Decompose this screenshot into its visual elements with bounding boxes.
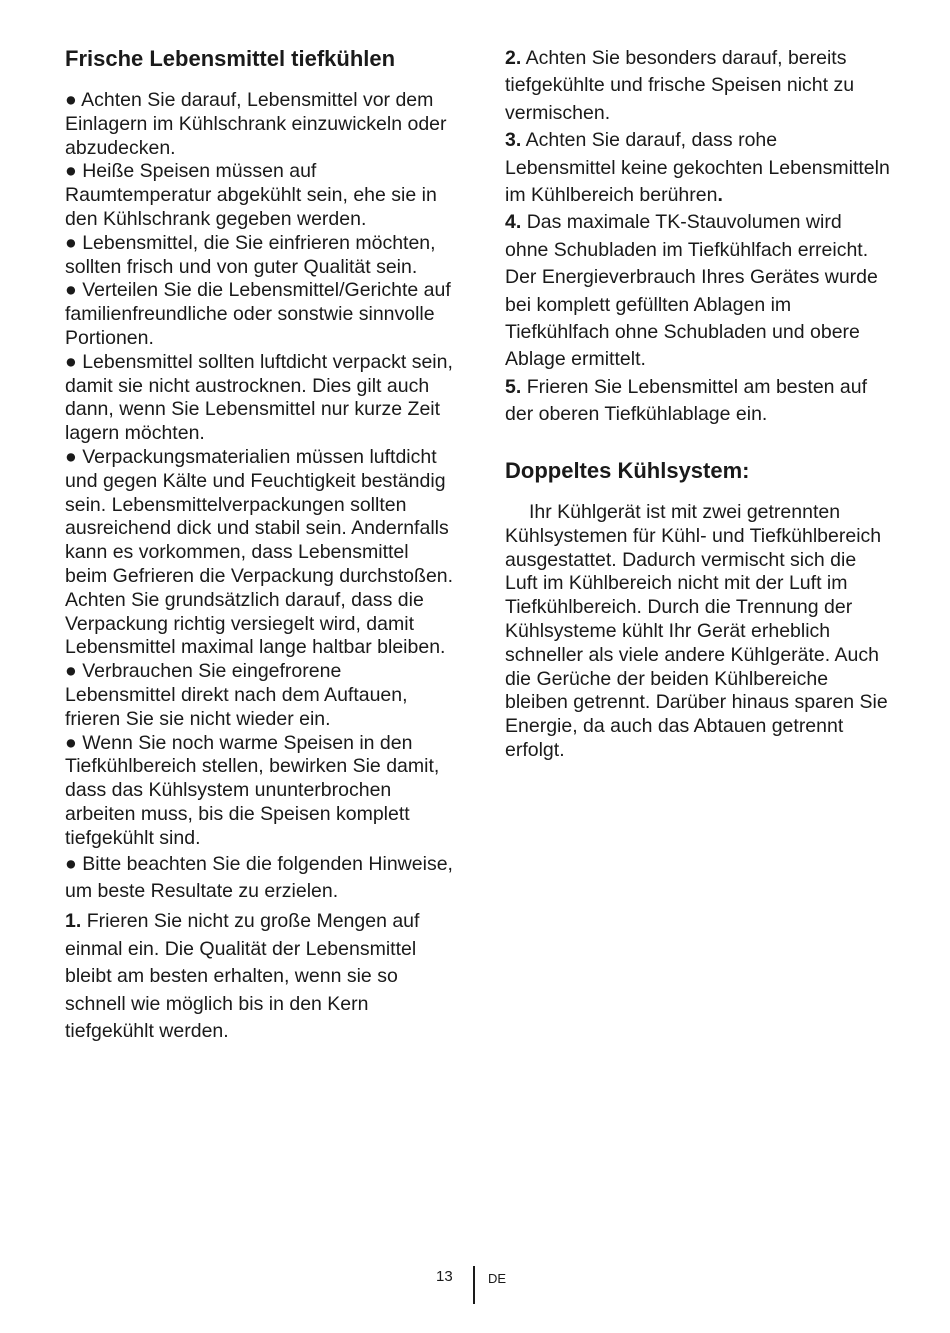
bullet-item: ● Bitte beachten Sie die folgenden Hinweise, um beste Resultate zu erzielen. [65,852,453,902]
bullet-icon: ● [65,445,77,468]
numbered-item: 4. Das maximale TK-Stauvolumen wird ohne Schubladen im Tiefkühlfach erreicht. Der Energieverbrauch Ihres Gerätes wurde bei komplett gefüllten Ablagen im Tiefkühlfach ohne Schubladen und obere Ablage ermittelt. [505,211,878,371]
bullet-list [65,89,455,1045]
section-heading-freezing: Frische Lebensmittel tiefkühlen [65,46,396,71]
footer-divider [473,1266,475,1304]
numbered-item: 2. Achten Sie besonders darauf, bereits tiefgekühlte und frische Speisen nicht zu vermischen. [505,47,855,124]
bullet-item: ● Wenn Sie noch warme Speisen in den Tiefkühlbereich stellen, bewirken Sie damit, dass das Kühlsystem ununterbrochen arbeiten muss, bis die Speisen komplett tiefgekühlt sind. [65,731,440,849]
item-number: 2. [505,47,522,69]
bullet-item: ● Verpackungsmaterialien müssen luftdicht und gegen Kälte und Feuchtigkeit beständig sein. Lebensmittelverpackungen sollten ausreichend dick und stabil sein. Andernfalls kann es vorkommen, dass Lebensmittel beim Gefrieren die Verpackung durchstoßen. Achten Sie grundsätzlich darauf, dass die Verpackung richtig versiegelt wird, damit Lebensmittel maximal lange haltbar bleiben. [65,445,454,659]
section-heading-cooling-system: Doppeltes Kühlsystem: [505,458,750,483]
bullet-icon: ● [65,350,77,373]
numbered-list [505,45,890,429]
bullet-icon: ● [65,731,77,754]
page-number: 13 [436,1268,453,1285]
bullet-item: ● Verteilen Sie die Lebensmittel/Gerichte auf familienfreundliche oder sonstwie sinnvolle Portionen. [65,279,451,349]
bullet-item: ● Lebensmittel sollten luftdicht verpackt sein, damit sie nicht austrocknen. Dies gilt auch dann, wenn Sie Lebensmittel nur kurze Zeit lagern möchten. [65,350,453,445]
language-code: DE [488,1271,507,1286]
bullet-item: ● Verbrauchen Sie eingefrorene Lebensmittel direkt nach dem Auftauen, frieren Sie sie nicht wieder ein. [65,660,408,730]
bullet-icon: ● [65,660,77,683]
item-number: 3. [505,129,522,152]
cooling-system-paragraph: Ihr Kühlgerät ist mit zwei getrennten Kühlsystemen für Kühl- und Tiefkühlbereich ausgestattet. Dadurch vermischt sich die Luft im Kühlbereich nicht mit der Luft im Tiefkühlbereich. Durch die Trennung der Kühlsysteme kühlt Ihr Gerät erheblich schneller als viele andere Kühlgeräte. Auch die Gerüche der beiden Kühlbereiche bleiben getrennt. Darüber hinaus sparen Sie Energie, da auch das Abtauen getrennt erfolgt. [505,501,888,761]
item-number: 5. [505,375,522,398]
bullet-icon: ● [65,279,77,302]
item-number: 1. [65,910,82,933]
bullet-icon: ● [65,852,77,875]
bullet-icon: ● [65,89,77,111]
item-number: 4. [505,211,522,234]
bullet-item: ● Achten Sie darauf, Lebensmittel vor dem Einlagern im Kühlschrank einzuwickeln oder abzudecken. [65,89,447,159]
numbered-item: 5. Frieren Sie Lebensmittel am besten auf der oberen Tiefkühlablage ein. [505,375,868,426]
bullet-icon: ● [65,231,77,254]
bullet-item: ● Heiße Speisen müssen auf Raumtemperatur abgekühlt sein, ehe sie in den Kühlschrank gegeben werden. [65,160,437,230]
numbered-item: 1. Frieren Sie nicht zu große Mengen auf einmal ein. Die Qualität der Lebensmittel bleibt am besten erhalten, wenn sie so schnell wie möglich bis in den Kern tiefgekühlt werden. [65,910,420,1042]
bullet-item: ● Lebensmittel, die Sie einfrieren möchten, sollten frisch und von guter Qualität sein. [65,231,436,278]
numbered-item: 3. Achten Sie darauf, dass rohe Lebensmittel keine gekochten Lebensmitteln im Kühlbereich berühren. [505,129,890,207]
bullet-icon: ● [65,160,77,183]
